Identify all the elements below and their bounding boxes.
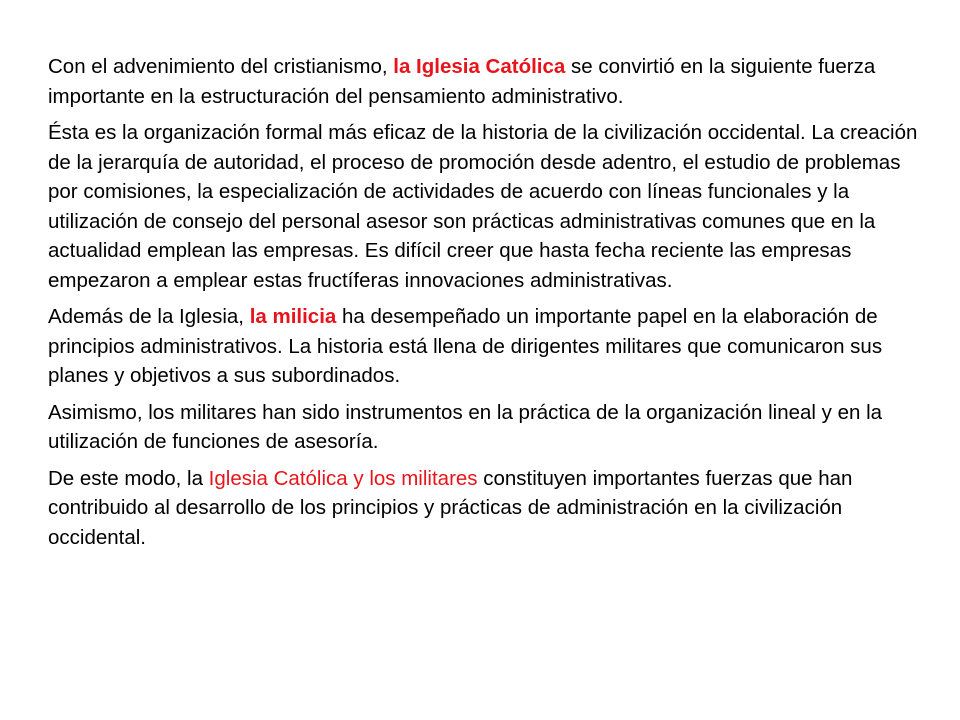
paragraph-church-text-after: se convirtió en la siguiente fuerza importante en la estructuración del pensamiento administrativo. xyxy=(48,55,876,108)
paragraph-military xyxy=(48,302,918,391)
paragraph-line-organization-text: Asimismo, los militares han sido instrumentos en la práctica de la organización lineal y en la utilización de funciones de asesoría. xyxy=(48,400,883,453)
paragraph-line-organization xyxy=(48,398,918,457)
highlight-military: la milicia xyxy=(249,305,337,328)
paragraph-church xyxy=(48,52,918,111)
paragraph-military-text-before: Además de la Iglesia, xyxy=(48,305,250,328)
paragraph-conclusion-text-after: constituyen importantes fuerzas que han contribuido al desarrollo de los principios y prácticas de administración en la civilización occidental. xyxy=(48,466,853,549)
highlight-church-and-military: Iglesia Católica y los militares xyxy=(208,466,478,490)
paragraph-church-text-before: Con el advenimiento del cristianismo, xyxy=(48,55,394,78)
highlight-catholic-church: la Iglesia Católica xyxy=(393,55,566,78)
paragraph-military-text-after: ha desempeñado un importante papel en la elaboración de principios administrativos. La historia está llena de dirigentes militares que comunicaron sus planes y objetivos a sus subordinados. xyxy=(48,305,883,387)
paragraph-conclusion xyxy=(48,464,918,553)
paragraph-conclusion-text-before: De este modo, la xyxy=(48,466,209,490)
paragraph-organization-text: Ésta es la organización formal más eficaz de la historia de la civilización occidental. La creación de la jerarquía de autoridad, el proceso de promoción desde adentro, el estudio de problemas por comisiones, la especialización de actividades de acuerdo con líneas funcionales y la utilización de consejo del personal asesor son prácticas administrativas comunes que en la actualidad emplean las empresas. Es difícil creer que hasta fecha reciente las empresas empezaron a emplear estas fructíferas innovaciones administrativas. xyxy=(48,121,918,292)
slide-body xyxy=(48,52,918,559)
paragraph-organization xyxy=(48,118,918,295)
